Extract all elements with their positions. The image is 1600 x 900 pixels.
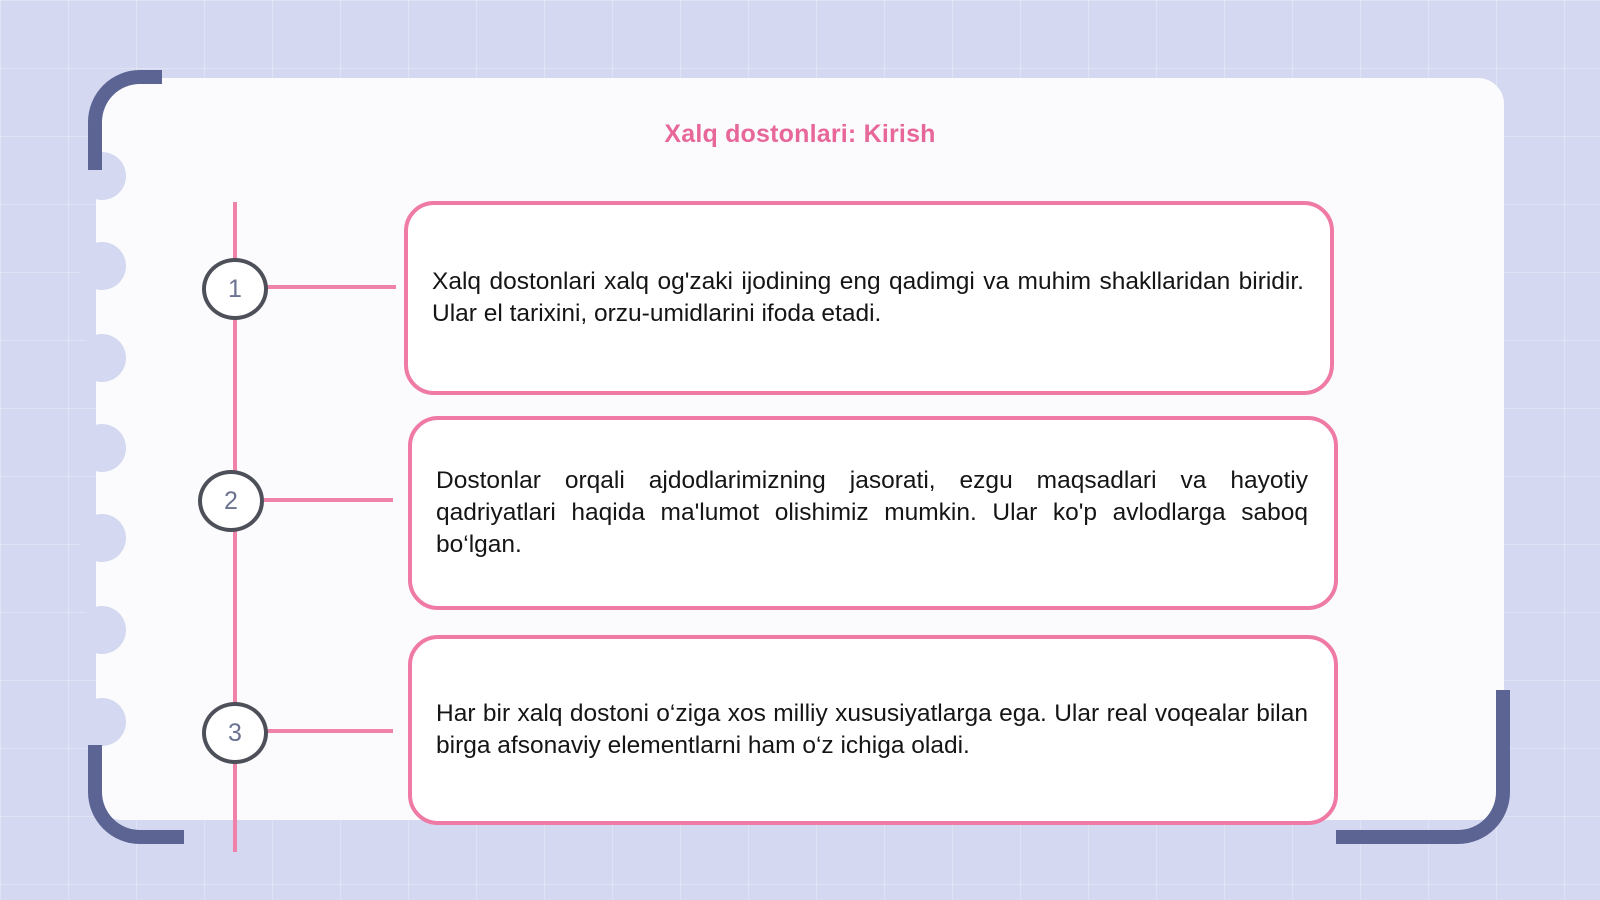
slide-title: Xalq dostonlari: Kirish	[664, 120, 936, 148]
paper-notch	[78, 242, 126, 290]
paper-notch	[78, 424, 126, 472]
timeline-card	[408, 635, 1338, 825]
card-text: Xalq dostonlari xalq og'zaki ijodining eng qadimgi va muhim shakllaridan biridir. Ular el tarixini, orzu-umidlarini ifoda etadi.	[432, 268, 1304, 327]
corner-bracket-bottom-right	[1336, 690, 1510, 844]
step-number-badge	[202, 702, 268, 764]
step-number: 3	[228, 718, 242, 747]
timeline-connector	[266, 729, 393, 733]
paper-notch	[78, 698, 126, 746]
step-number-badge	[202, 258, 268, 320]
card-text: Dostonlar orqali ajdodlarimizning jasorati, ezgu maqsadlari va hayotiy qadriyatlari haqida ma'lumot olishimiz mumkin. Ular ko'p avlodlarga saboq bo‘lgan.	[436, 467, 1308, 558]
card-text: Har bir xalq dostoni o‘ziga xos milliy xususiyatlarga ega. Ular real voqealar bilan birga afsonaviy elementlarni ham o‘z ichiga oladi.	[436, 700, 1308, 759]
timeline-connector	[266, 285, 396, 289]
step-number-badge	[198, 470, 264, 532]
timeline-card	[408, 416, 1338, 610]
timeline-card	[404, 201, 1334, 395]
timeline-connector	[264, 498, 393, 502]
paper-notch	[78, 334, 126, 382]
paper-notch	[78, 514, 126, 562]
step-number: 2	[224, 486, 238, 515]
paper-notch	[78, 606, 126, 654]
corner-bracket-bottom-left	[88, 745, 184, 844]
step-number: 1	[228, 274, 242, 303]
